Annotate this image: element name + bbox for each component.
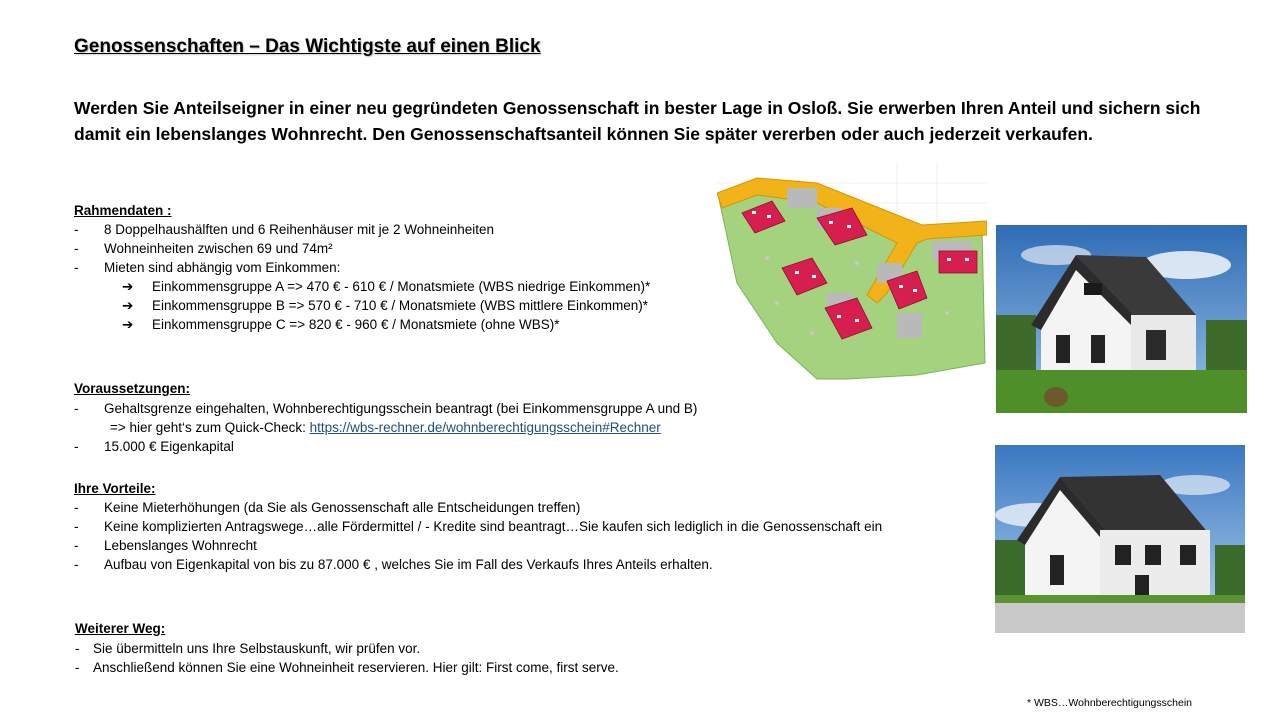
- vorteile-list: [74, 498, 882, 574]
- list-subitem: ➔ Einkommensgruppe A => 470 € - 610 € / Monatsmiete (WBS niedrige Einkommen)*: [74, 277, 650, 296]
- site-plan-image: [717, 163, 987, 380]
- footnote: * WBS…Wohnberechtigungsschein: [1027, 697, 1192, 709]
- arrow-icon: ➔: [122, 279, 134, 294]
- house-photo-2: [995, 445, 1245, 633]
- list-item: - 8 Doppelhaushälften und 6 Reihenhäuser mit je 2 Wohneinheiten: [74, 222, 495, 237]
- house-photo-1: [996, 225, 1247, 413]
- list-item: - 15.000 € Eigenkapital: [74, 439, 234, 454]
- list-item: - Aufbau von Eigenkapital von bis zu 87.000 € , welches Sie im Fall des Verkaufs Ihres Anteils erhalten.: [74, 557, 713, 572]
- list-item: - Keine Mieterhöhungen (da Sie als Genossenschaft alle Entscheidungen treffen): [74, 500, 581, 515]
- list-item: - Gehaltsgrenze eingehalten, Wohnberechtigungsschein beantragt (bei Einkommensgruppe A und B): [74, 401, 698, 416]
- voraussetzungen-list: [74, 399, 697, 456]
- section-heading-vorteile: Ihre Vorteile:: [74, 481, 156, 496]
- quick-check-line: => hier geht‘s zum Quick-Check: https://wbs-rechner.de/wohnberechtigungsschein#Rechner: [110, 420, 661, 435]
- list-item: - Lebenslanges Wohnrecht: [74, 538, 257, 553]
- quick-check-link[interactable]: https://wbs-rechner.de/wohnberechtigungsschein#Rechner: [309, 420, 661, 435]
- intro-text: Werden Sie Anteilseigner in einer neu gegründeten Genossenschaft in bester Lage in Osloß. Sie erwerben Ihren Anteil und sichern sich damit ein lebenslanges Wohnrecht. Den Genossenschaftsanteil können Sie später vererben oder auch jederzeit verkaufen.: [74, 98, 1201, 144]
- section-heading-rahmendaten: Rahmendaten :: [74, 203, 172, 218]
- section-heading-weiterer-weg: Weiterer Weg:: [75, 621, 166, 636]
- list-subitem: ➔ Einkommensgruppe B => 570 € - 710 € / Monatsmiete (WBS mittlere Einkommen)*: [74, 296, 650, 315]
- weiterer-weg-list: [75, 639, 619, 677]
- rahmendaten-list: [74, 220, 650, 334]
- list-item: - Sie übermitteln uns Ihre Selbstauskunft, wir prüfen vor.: [75, 641, 421, 656]
- section-heading-voraussetzungen: Voraussetzungen:: [74, 381, 191, 396]
- list-item: - Mieten sind abhängig vom Einkommen:: [74, 260, 341, 275]
- list-item: - Keine komplizierten Antragswege…alle Fördermittel / - Kredite sind beantragt…Sie kaufen sich lediglich in die Genossenschaft ein: [74, 519, 883, 534]
- page-title: Genossenschaften – Das Wichtigste auf einen Blick: [74, 36, 541, 57]
- arrow-icon: ➔: [122, 298, 134, 313]
- list-item: - Anschließend können Sie eine Wohneinheit reservieren. Hier gilt: First come, first serve.: [75, 660, 619, 675]
- list-subitem: ➔ Einkommensgruppe C => 820 € - 960 € / Monatsmiete (ohne WBS)*: [74, 315, 650, 334]
- list-item: - Wohneinheiten zwischen 69 und 74m²: [74, 241, 333, 256]
- arrow-icon: ➔: [122, 317, 134, 332]
